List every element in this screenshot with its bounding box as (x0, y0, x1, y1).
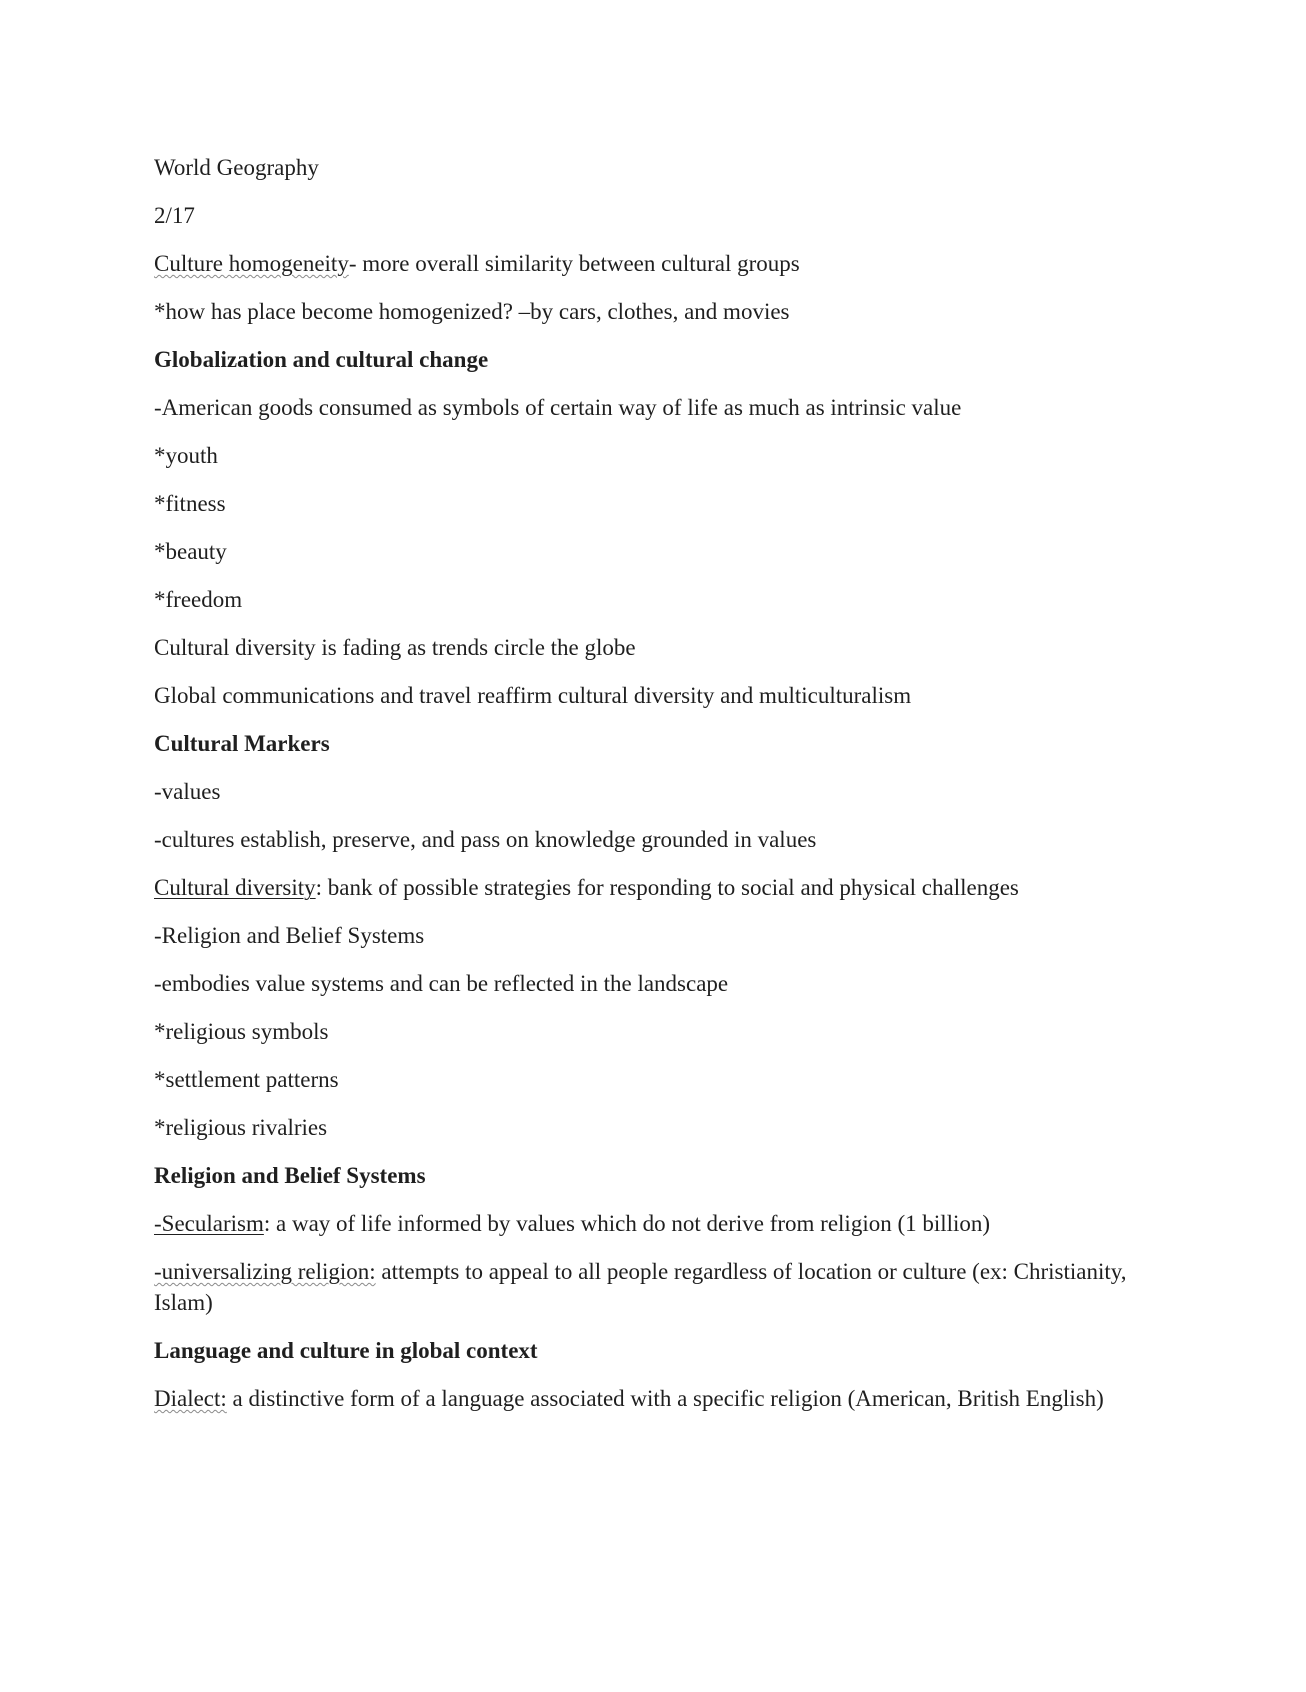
definition-text: : bank of possible strategies for responding to social and physical challenges (315, 875, 1019, 900)
definition-text: - more overall similarity between cultural groups (348, 251, 800, 276)
bullet-item: *settlement patterns (154, 1067, 339, 1092)
bullet-item: *religious rivalries (154, 1115, 328, 1140)
definition-cultural-diversity (154, 872, 1134, 903)
section-heading-cultural-markers: Cultural Markers (154, 731, 330, 756)
note-line: -American goods consumed as symbols of certain way of life as much as intrinsic value (154, 395, 962, 420)
note-date: 2/17 (154, 203, 195, 228)
definition-culture-homogeneity (154, 248, 1134, 279)
note-line: Cultural diversity is fading as trends circle the globe (154, 635, 636, 660)
note-line: -embodies value systems and can be reflected in the landscape (154, 971, 729, 996)
term-culture-homogeneity: Culture homogeneity (154, 251, 349, 276)
document-body (154, 152, 1134, 1431)
note-line: -cultures establish, preserve, and pass on knowledge grounded in values (154, 827, 817, 852)
section-heading-language: Language and culture in global context (154, 1338, 538, 1363)
term-cultural-diversity: Cultural diversity (154, 875, 316, 900)
definition-text: attempts to appeal to all people regardless of location or culture (ex: Christianity, Islam) (154, 1259, 1127, 1315)
definition-text: : a way of life informed by values which do not derive from religion (1 billion) (263, 1211, 991, 1236)
definition-dialect (154, 1383, 1134, 1414)
bullet-item: *youth (154, 443, 218, 468)
bullet-item: *fitness (154, 491, 226, 516)
term-secularism: -Secularism (154, 1211, 264, 1236)
definition-text: a distinctive form of a language associated with a specific religion (American, British English) (226, 1386, 1104, 1411)
note-line: -Religion and Belief Systems (154, 923, 425, 948)
definition-secularism (154, 1208, 1134, 1239)
definition-universalizing-religion (154, 1256, 1134, 1318)
bullet-item: *religious symbols (154, 1019, 329, 1044)
note-line: -values (154, 779, 221, 804)
bullet-item: *beauty (154, 539, 227, 564)
section-heading-globalization: Globalization and cultural change (154, 347, 489, 372)
term-universalizing-religion: -universalizing religion: (154, 1259, 376, 1284)
section-heading-religion: Religion and Belief Systems (154, 1163, 426, 1188)
course-title: World Geography (154, 155, 319, 180)
note-line: *how has place become homogenized? –by cars, clothes, and movies (154, 299, 790, 324)
term-dialect: Dialect: (154, 1386, 227, 1411)
bullet-item: *freedom (154, 587, 243, 612)
note-line: Global communications and travel reaffirm cultural diversity and multiculturalism (154, 683, 912, 708)
